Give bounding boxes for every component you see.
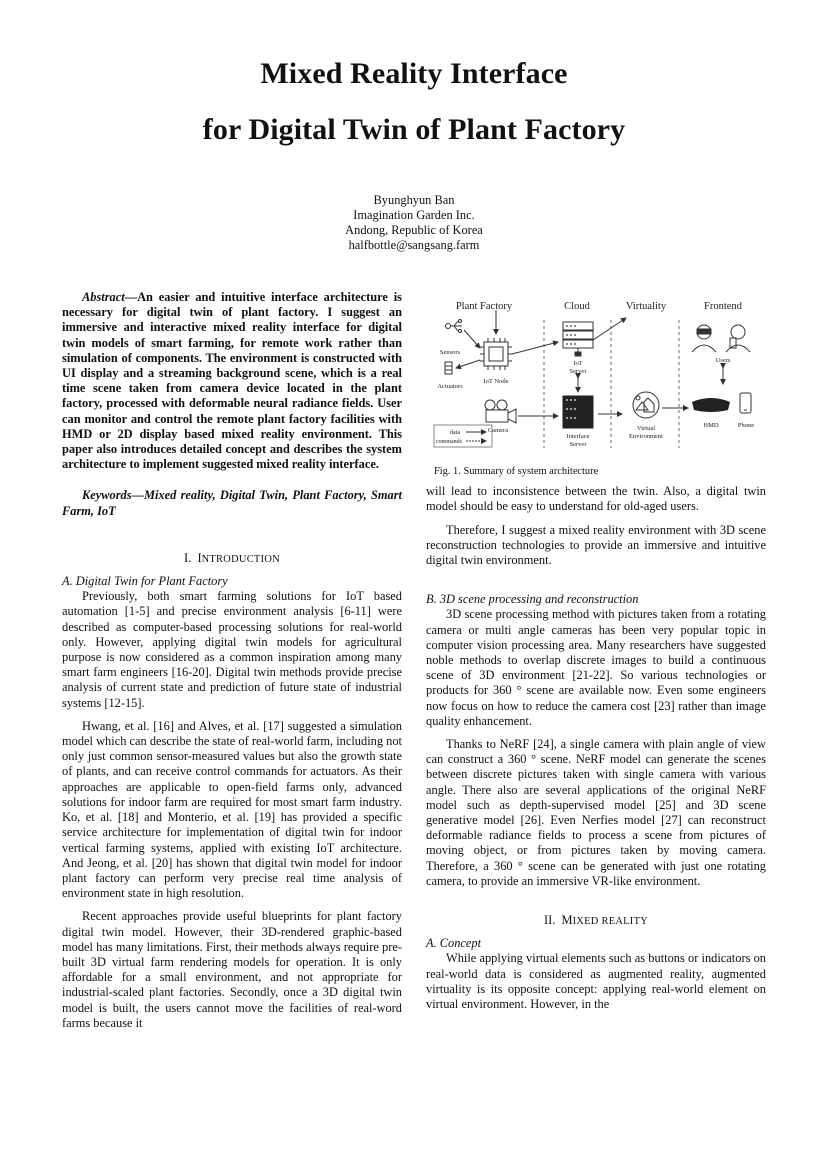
abstract-text: —An easier and intuitive interface architecture is necessary for digital twin of plant factory. I suggest an immersive and interactive mixed reality interface for digital twin models of smart farming, for remote work rather than simulation of components. The environment is constructed with UI display and a streaming background scene, which is a real time scene taken from camera device located in the plant factory, processed with deformable neural radiance fields. User can monitor and control the remote plant factory facilities with HMD or 2D display based mixed reality environment. This paper also introduces detailed concept and describes the system architecture to implement suggested mixed reality interface. [62, 290, 402, 472]
data-arrow [464, 330, 480, 348]
architecture-diagram [426, 290, 766, 462]
legend-data-label: data [450, 430, 460, 436]
virtual-environment-label: Virtual [636, 425, 656, 432]
virtual-environment-label: Environment [629, 433, 663, 440]
keywords [62, 488, 402, 518]
paragraph: While applying virtual elements such as buttons or indicators on real-world data is considered as augmented reality, augmented virtuality is its opposite concept: applying real-world element on virtual environment. However, in the [426, 951, 766, 1012]
sensors-icon [446, 320, 463, 333]
section-title-rest: IXED REALITY [572, 916, 649, 928]
user-icon [692, 325, 716, 352]
section-title-rest: NTRODUCTION [201, 553, 280, 565]
keywords-text: —Mixed reality, Digital Twin, Plant Factory, Smart Farm, IoT [62, 488, 402, 518]
iot-server-label: IoT [573, 360, 583, 367]
legend-commands-label: commands [436, 439, 462, 445]
section-numeral: I. [184, 550, 192, 565]
paper-title-line-2: for Digital Twin of Plant Factory [202, 113, 626, 146]
paragraph: will lead to inconsistence between the twin. Also, a digital twin model should be easy to understand for old-aged users. [426, 484, 766, 514]
paragraph: Hwang, et al. [16] and Alves, et al. [17] suggested a simulation model which can describe the state of real-world farm, including not only just common sensor-measured values but also the growth state of plants, and can receive control commands for actuators. As their approaches are applicable to open-field farms only, advanced solutions for indoor farm are required for most smart farm industry. Ko, et al. [18] and Monterio, et al. [19] has provided a specific service architecture for implementation of digital twin for indoor vertical farming systems, applied with existing IoT architecture. And Jeong, et al. [20] has shown that digital twin model for indoor plant factory can perform very precise real time analysis of environment state in high resolution. [62, 718, 402, 901]
phone-label: Phone [737, 422, 755, 429]
author-email: halfbottle@sangsang.farm [348, 238, 480, 252]
column-header-plant-factory: Plant Factory [455, 301, 513, 312]
virtual-environment-icon [633, 392, 659, 418]
author-location: Andong, Republic of Korea [345, 223, 483, 237]
column-header-virtuality: Virtuality [625, 301, 667, 312]
camera-icon [485, 400, 516, 423]
paper-title-line-1: Mixed Reality Interface [260, 57, 568, 90]
abstract [62, 290, 402, 472]
paragraph: 3D scene processing method with pictures taken from a rotating camera or multi angle cameras has been very popular topic in computer vision processing area. Many researchers have suggested noble methods to overlap discrete images to build a continuous scene of 3D environment [21-22]. So various technologies or products for 360 ° scene are available now. Even some engineers now focus on how to reduce the camera cost [23] rather than image quality enhancement. [426, 607, 766, 728]
abstract-label: Abstract [82, 290, 125, 304]
data-arrow [512, 342, 558, 354]
data-arrow [593, 318, 626, 340]
actuators-label: Actuators [437, 383, 463, 390]
section-initial: M [561, 913, 573, 928]
right-column [426, 290, 766, 1012]
section-numeral: II. [543, 913, 556, 928]
paragraph: Therefore, I suggest a mixed reality environment with 3D scene reconstruction technologies to provide an immersive and intuitive digital twin environment. [426, 522, 766, 568]
iot-server-icon [563, 322, 593, 356]
camera-label: Camera [487, 427, 509, 434]
section-initial: I [197, 550, 202, 565]
subsection-heading: A. Digital Twin for Plant Factory [62, 574, 228, 589]
hmd-label: HMD [703, 422, 719, 429]
interface-server-label: Interface [566, 433, 590, 440]
column-header-frontend: Frontend [704, 301, 742, 312]
user-icon [726, 325, 750, 352]
system-architecture-figure [426, 290, 766, 462]
actuators-icon [445, 362, 452, 374]
iot-server-label: Server [569, 368, 587, 375]
iot-node-label: IoT Node [483, 378, 509, 385]
left-column [62, 290, 402, 1031]
interface-server-label: Server [569, 441, 587, 448]
paragraph: Recent approaches provide useful blueprints for plant factory digital twin model. However, their 3D-rendered graphic-based model has many limitations. First, their methods always require pre-built 3D virtual farm rendering models for operation. It is only affordable for a small environment, and not appropriate for industrial-scaled plant factories. Secondly, once a 3D digital twin model is built, the users cannot move the facilities of real-word farms because it [62, 909, 402, 1030]
subsection-heading: B. 3D scene processing and reconstruction [426, 592, 639, 607]
phone-icon [740, 393, 751, 413]
users-label: Users [715, 357, 731, 364]
interface-server-icon [563, 396, 593, 428]
author-affiliation: Imagination Garden Inc. [353, 208, 475, 222]
column-header-cloud: Cloud [564, 301, 590, 312]
author-name: Byunghyun Ban [373, 193, 455, 207]
figure-caption: Fig. 1. Summary of system architecture [434, 466, 599, 477]
paragraph: Previously, both smart farming solutions for IoT based automation [1-5] and precise environment analysis [6-11] were described as computer-based processing solutions for real-world only. However, applying digital twin models for agricultural purpose is now considered as a common inspiration among many smart farm engineers [16-20]. Digital twin methods provide precise analysis of current state and prediction of future state of industrial systems [12-15]. [62, 589, 402, 710]
command-arrow [456, 360, 480, 368]
paragraph: Thanks to NeRF [24], a single camera with plain angle of view can construct a 360 ° scene. NeRF model can generate the scenes between discrete pictures taken with single camera with various angle. There also are several applications of the original NeRF model such as depth-supervised model [25] and 3D scene generative model [26]. Even Nerfies model [27] can reconstruct deformable radiance fields to process a scene from pictures of moving object, or from pictures taken by moving camera. Therefore, a 360 ° scene can be generated with just one rotating camera, to provide an immersive VR-like environment. [426, 737, 766, 888]
subsection-heading: A. Concept [426, 936, 482, 951]
section-heading-mixed-reality [426, 913, 766, 929]
section-heading-introduction [62, 551, 402, 567]
sensors-label: Sensors [439, 349, 461, 356]
legend [434, 425, 492, 447]
keywords-label: Keywords [82, 488, 132, 503]
iot-node-chip-icon [480, 338, 512, 370]
hmd-icon [692, 398, 730, 412]
